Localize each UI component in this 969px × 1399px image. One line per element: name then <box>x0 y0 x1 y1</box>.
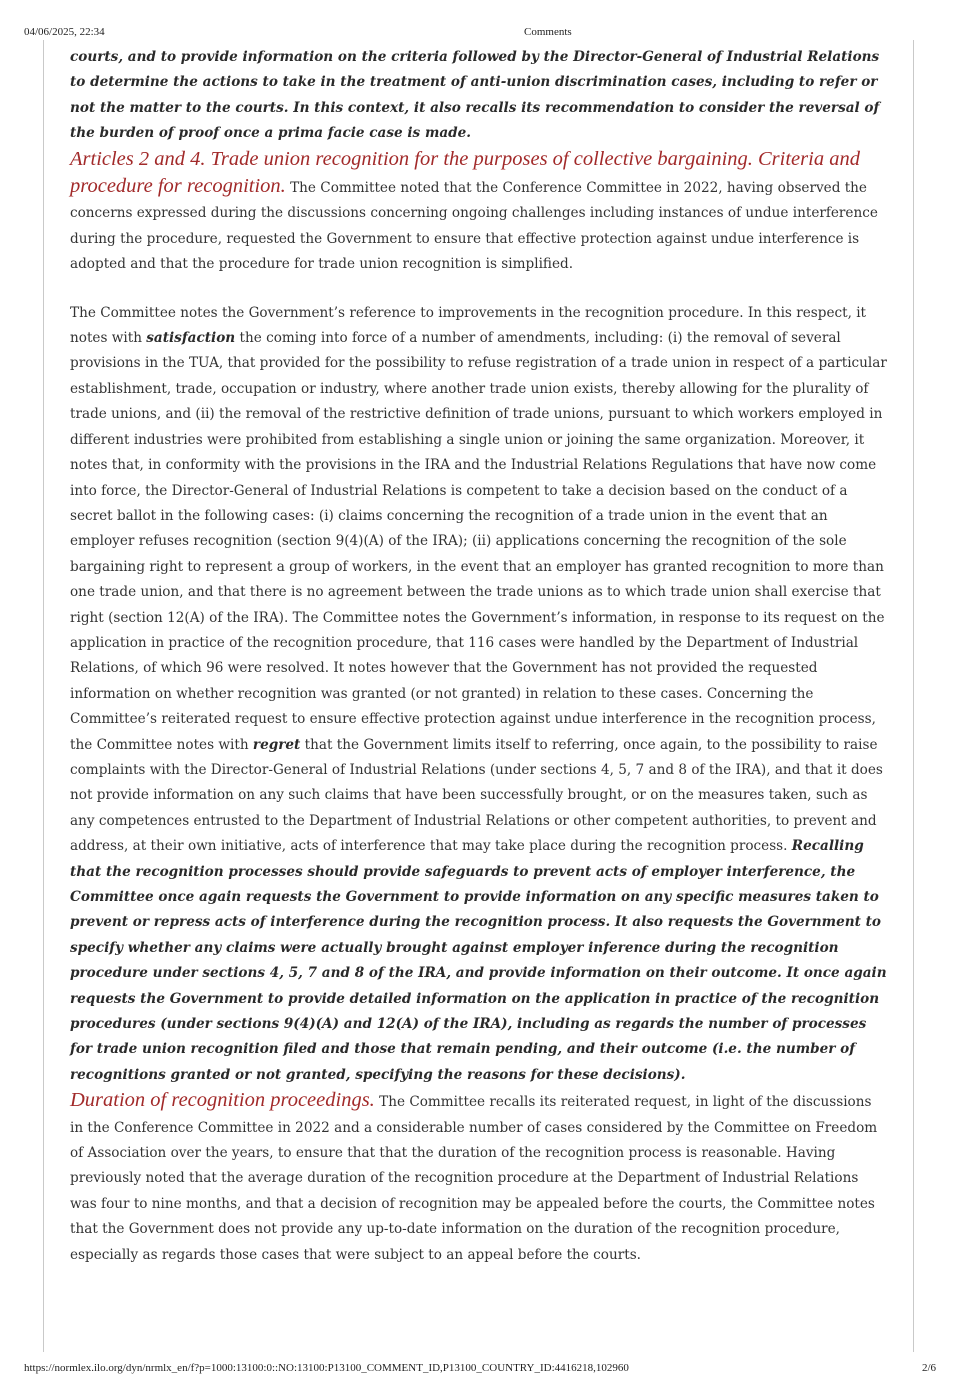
print-datetime: 04/06/2025, 22:34 <box>24 26 105 38</box>
section-duration <box>70 1088 888 1268</box>
intro-text: courts, and to provide information on the criteria followed by the Director-General of Industrial Relations to determine the actions to take in the treatment of anti-union discrimination cases, including to refer or not the matter to the courts. In this context, it also recalls its recommendation to consider the reversal of the burden of proof once a prima facie case is made. <box>70 49 880 142</box>
section-recognition-improvements <box>70 301 888 1089</box>
section-duration-text: The Committee recalls its reiterated request, in light of the discussions in the Conference Committee in 2022 and a considerable number of cases considered by the Committee on Freedom of Association over the years, to ensure that that the duration of the recognition process is reasonable. Having previously noted that the average duration of the recognition procedure at the Department of Industrial Relations was four to nine months, and that a decision of recognition may be appealed before the courts, the Committee notes that the Government does not provide any up-to-date information on the duration of the recognition procedure, especially as regards those cases that were subject to an appeal before the courts. <box>70 1094 878 1263</box>
committee-request: Recalling that the recognition processes should provide safeguards to prevent acts of employer interference, the Committee once again requests the Government to provide information on any specific measures taken to prevent or repress acts of interference during the recognition process. It also requests the Government to specify whether any claims were actually brought against employer inference during the recognition procedure under sections 4, 5, 7 and 8 of the IRA, and provide information on their outcome. It once again requests the Government to provide detailed information on the application in practice of the recognition procedures (under sections 9(4)(A) and 12(A) of the IRA), including as regards the number of processes for trade union recognition filed and those that remain pending, and their outcome (i.e. the number of recognitions granted or not granted, specifying the reasons for these decisions). <box>70 838 887 1083</box>
section-heading-recognition: Articles 2 and 4. Trade union recognition for the purposes of collective bargaining. Criteria and procedure for recognition. <box>70 147 860 198</box>
left-border-rule <box>43 40 44 1352</box>
improvements-text-a: The Committee notes the Government’s reference to improvements in the recognition procedure. In this respect, it notes with <box>70 304 867 347</box>
section-heading-duration: Duration of recognition proceedings. <box>70 1089 375 1112</box>
intro-paragraph <box>70 45 888 147</box>
emphasis-satisfaction: satisfaction <box>146 330 236 347</box>
improvements-text-b: the coming into force of a number of amendments, including: (i) the removal of several provisions in the TUA, that provided for the possibility to refuse registration of a trade union in respect of a particular establishment, trade, occupation or industry, where another trade union exists, thereby allowing for the plurality of trade unions, and (ii) the removal of the restrictive definition of trade unions, pursuant to which workers employed in different industries were prohibited from establishing a single union or joining the same organization. Moreover, it notes that, in conformity with the provisions in the IRA and the Industrial Relations Regulations that have now come into force, the Director-General of Industrial Relations is competent to take a decision based on the conduct of a secret ballot in the following cases: (i) claims concerning the recognition of a trade union in the event that an employer refuses recognition (section 9(4)(A) of the IRA); (ii) applications concerning the recognition of the sole bargaining right to represent a group of workers, in the event that an employer has granted recognition to more than one trade union, and that there is no agreement between the trade unions as to which trade union shall exercise that right (section 12(A) of the IRA). The Committee notes the Government’s information, in response to its request on the application in practice of the recognition procedure, that 116 cases were handled by the Department of Industrial Relations, of which 96 were resolved. It notes however that the Government has not provided the requested information on whether recognition was granted (or not granted) in relation to these cases. Concerning the Committee’s reiterated request to ensure effective protection against undue interference in the recognition process, the Committee notes with <box>70 330 887 753</box>
improvements-text-c: that the Government limits itself to referring, once again, to the possibility to raise complaints with the Director-General of Industrial Relations (under sections 4, 5, 7 and 8 of the IRA), and that it does not provide information on any such claims that have been successfully brought, or on the measures taken, such as any competences entrusted to the Department of Industrial Relations or other competent authorities, to prevent and address, at their own initiative, acts of interference that may take place during the recognition process. <box>70 736 883 855</box>
document-body <box>70 45 888 1268</box>
print-title: Comments <box>524 26 572 38</box>
page-number: 2/6 <box>921 1362 936 1374</box>
section-recognition-criteria <box>70 147 888 278</box>
emphasis-regret: regret <box>252 736 301 753</box>
print-footer <box>24 1362 936 1376</box>
right-border-rule <box>913 40 914 1352</box>
print-url: https://normlex.ilo.org/dyn/nrmlx_en/f?p=1000:13100:0::NO:13100:P13100_COMMENT_ID,P13100_COUNTRY_ID:4416218,102960 <box>24 1362 629 1374</box>
print-header <box>24 26 936 40</box>
section-recognition-text: The Committee noted that the Conference Committee in 2022, having observed the concerns expressed during the discussions concerning ongoing challenges including instances of undue interference during the procedure, requested the Government to ensure that effective protection against undue interference is adopted and that the procedure for trade union recognition is simplified. <box>70 180 878 273</box>
